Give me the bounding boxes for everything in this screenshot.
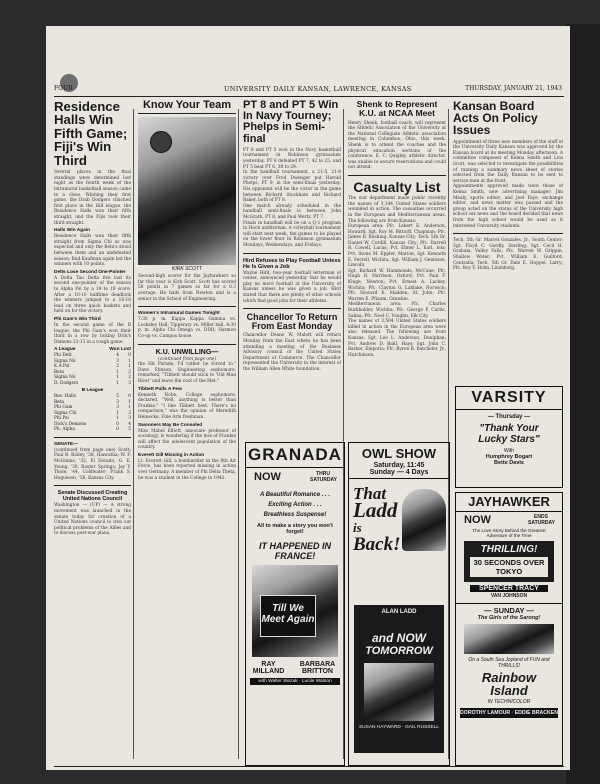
star-name: BARBARA BRITTON [299,661,336,675]
film-title: Lucky Stars" [478,434,540,445]
ad-tagline: A Beautiful Romance . . . [259,492,331,498]
subhead: Swooners May Be Consoled [138,422,203,428]
cast-names: SUSAN HAYWARD · GAIL RUSSELL [358,725,440,730]
binder-edge [566,24,600,784]
ad-text: With [504,448,514,454]
ad-tagline: Exciting Action . . . [268,502,322,508]
ad-tagline: On a South Sea Joyland of FUN and THRILLS! [468,657,550,669]
column-2 [138,100,236,764]
table-row: Beta 3 1 [54,399,131,405]
subhead: Everett Gill Missing in Action [138,452,205,458]
star-name: Bette Davis [494,460,524,466]
article-text: Henry Shenk, football coach, will represent the Athletic Association of the University at the National Collegiate Athletic association meeting in Columbus, Ohio, this week. Shenk is to attend the coaches and the physical education sections of the conference. E. C. Quigley, athletic director, was unable to secure reservations and could not attend. [348,120,446,171]
star-name: VAN JOHNSON [490,593,528,599]
table-row: K A Psi 2 1 [54,364,131,370]
ad-text: THRILLING! [480,544,538,555]
article-text: Appointment of three new members of the staff of the University Daily Kansan was approved by the Kansan board at its meeting Monday afternoon. A committee composed of Kelma Smith and Lois Scott, was selected to investigate the possibilities of running a summary news sheet of stories selected from the Daily Kansan to be sent to service men at the front. [453,139,563,184]
column-rule [238,109,239,759]
film-title: TOMORROW [365,645,433,657]
divider [348,175,446,176]
article-text: Washington — (UP) — A strong movement was launched in the senate today for creation of a United Nations council to iron out political problems of the Allies and to discuss post-war plans. [54,503,131,537]
ad-text: with Walter Slezak · Lucile Watson [250,678,340,685]
film-title: That [353,484,387,503]
subhead: Women's Intramural Games Tonight [138,311,220,317]
divider [243,308,341,309]
film-title: "Thank Your [479,423,539,434]
star-name: RAY MILLAND [252,661,285,675]
article-text: the Hit Parade, I'd rather be forced to." Dave Stinson, Engineering sophomore, remarked, "Tibbett should stick to 'Old Man River' and leave the cool of the Met." [138,362,236,384]
standings-heading: B League [81,388,104,394]
paper-name: UNIVERSITY DAILY KANSAN, LAWRENCE, KANSAS [224,85,412,93]
article-text: Chancellor Deane W. Malott will return Monday from the East where he has been attending a meeting of the Business Advisory council of the United States Department of Commerce. The Chancellor represented the University in the interest of the William Allen White foundation. [243,333,341,373]
article-text: 7:30 p. m. Kappa Kappa Gamma vs. Locksley Hall; Tipperary vs. Miller hall. 8:30 p. m. Alpha Chi Omega vs. DDD; Harmon Co-op vs. Campus house. [138,317,236,339]
poster-faces [464,624,554,654]
b-league-table [54,394,131,433]
headline-know-your-team: Know Your Team [138,100,236,114]
article-text: Several places in the final standings were determined last night as the fourth week of the intramural basketball season came to a close. Winning their first game, the Drab Dodgers clinched first place in the Hill league, the Residence Halls won their fifth straight, and the Fijis took their third straight. [54,170,131,226]
subhead: Halls Win Again [54,228,91,234]
article-text: Kenneth Nobe, College sophomore, declared, "Well, anything is better than Frankie." "I like Tibbett best. There's no comparison," was the opinion of Meredith Heinecke, Fine Arts freshman. [138,392,236,420]
film-title: Back! [353,534,401,555]
star-name: SPENCER TRACY [470,585,548,592]
article-text: European area: Pfc. Lebert E. Anderson, Howard; Sgt. Roy M. Bittorff, Chapman; Pfc. James B. Bushing, Kansas City; Tech. 5th Gr. Daniel W. Cordill, Kansas City; Pfc. Darrell R. Cowell, Lucas; Pvt. Elmer L. Earl, Iola; Pvt. Stone M. Eppler, Marion; Sgt. Kenneth E. Ferrell, Wichita; Sgt. William J. Gentzsen, Lincoln. [348,224,446,269]
ad-tagline: The Love Story Behind the Greatest Adventure of the Time [472,528,546,538]
headline-chancellor: Chancellor To Return From East Monday [246,312,338,332]
film-title: 30 SECONDS OVER TOKYO [470,557,548,577]
theater-name: VARSITY [456,387,562,410]
article-text: The names of 3,504 United States soldiers killed in action in the European area were also released. The following are from Kansas: Sgt. Leo L. Anderson, Doniphan; Pvt. Andrew D. Bahl, Hays; Sgt. John C. Barker, Emporia; Pfc. Byron B. Batchelor, Jr., Hutchinson. [348,319,446,358]
page-number: FOUR [54,85,73,92]
table-row: D. Dodgers 1 3 [54,380,131,386]
article-text: Residence Halls won their fifth straight from Sigma Chi as was expected and only the Beta's stood between them and an undefeated season. Bud Kaufman again led the winners with 10 points. [54,234,131,268]
title-card [260,595,316,637]
granada-ad [245,442,345,766]
divider [243,253,341,254]
continued-note: (continued from page one) [158,356,216,362]
varsity-ad [455,386,563,488]
divider [54,485,131,486]
film-title: is [353,520,362,535]
ad-tagline: IT HAPPENED IN FRANCE! [258,541,331,561]
star-name: DOROTHY LAMOUR · EDDIE BRACKEN [460,710,558,716]
film-title: Rainbow [481,670,537,685]
article-text: Wayne Hird, two-year football letterman of center, announced yesterday that he would play no more football at the University of Kansas unless he was given a job. Hird stated that there are plenty of other schools which find good jobs for their athletes. [243,270,341,304]
basketball-player-photo [138,117,236,265]
subhead: Delts Lose Second One-Pointer [54,269,126,275]
table-row: Ph. Alpha 0 5 [54,427,131,433]
article-text: Tech. 5th Gr. Marcel Gonzales, Jr., South Center; Sgt. Floyd C. Gordly, Sterling; Sgt. Cecil H. Graham, Valley Falls; Pfc. Warren W. Grippin, Shallow Water; Pvt. William E. Guilford, Centralia; Tech. 5th Gr. Dale E. Hoppel, Larry; Pfc. Roy V. Holm, Lindsborg. [453,238,563,272]
ad-text: — SUNDAY — [456,603,562,615]
owl-show-ad [348,442,450,766]
column-3 [243,100,341,438]
headline-ku-unwilling: K.U. UNWILLING— [155,348,219,356]
showtime: — Thursday — [487,414,531,420]
headline-pt-navy: PT 8 and PT 5 Win In Navy Tourney; Phelps in Semi-final [243,100,339,145]
subhead: Tibbett Pulls A Few [138,386,182,392]
table-row: Dick's Demons 0 4 [54,421,131,427]
theater-name: GRANADA [246,443,344,468]
star-name: Humphrey Bogart [485,454,533,460]
ad-text: IN TECHNICOLOR [487,699,531,705]
showtime: Saturday, 11:45 [373,462,425,469]
film-title: Meet Again [261,614,315,625]
ad-text: NOW [464,514,491,526]
column-1 [54,100,131,764]
film-title: Island [490,683,528,698]
divider [453,233,563,234]
headline-kansan-board: Kansan Board Acts On Policy Issues [453,100,538,138]
poster-block [354,605,444,753]
basketball [150,131,172,153]
article-text: Miss Mabel Elliott, associate professor of sociology, is wondering if the loss of Frankie will affect the adolescent population of the country. [138,428,236,451]
article-text: Second-high scorer for the Jayhawkers so far this year is Kirk Scott. Scott has scored 58 points in 7 games so far for a 8.3 average. He hails from Newton and is a senior in the School of Engineering. [138,274,236,302]
ad-tagline: Breathless Suspense! [263,512,327,518]
subhead: SENATE— [54,441,78,447]
a-league-table [54,353,131,386]
headline-residence-halls: Residence Halls Win Fifth Game; Fiji's Win Third [54,100,128,168]
article-text: One match already scheduled in the handball semi-finals is between John McGrath, PT 8, and Paul Wertz, PT 7. [243,203,341,220]
ad-tagline: The Girls of the Sarong! [477,615,541,621]
table-row: Sigma Chi 1 3 [54,410,131,416]
film-title: Ladd [353,498,398,522]
table-row: Res. Halls 5 0 [54,394,131,400]
photo-caption: KIRK SCOTT [171,266,202,273]
poster-block [464,541,554,582]
standings-columns: Won Lost [109,347,131,353]
standings-heading: A League [54,347,76,353]
article-text: PT 8 and PT 5 won in the Navy basketball tournament in Robinson gymnasium yesterday. PT 8 defeated PT 7, 42 to 25, and PT 5 beat PT 6, 38 to 29. [243,147,341,170]
article-text: (continued from page one) Scott; Paul B. Bailey, '38, Hiawatha; W. F. McGinnis, '32, El Dorado; G. E. Young, '38, Baxter Springs; Jay Y. Thole, '44, Coldwater; Frank S. Hogueson, '38, Kansas City. [54,447,131,481]
column-5 [453,100,563,384]
ad-text: NOW [254,471,281,483]
ad-text: THRU SATURDAY [310,471,337,483]
film-title: Till We [272,603,304,614]
table-row: Beta 1 2 [54,369,131,375]
article-text: In the second game of the B league, the Phi Gam's won their third in a row by licking Dick's Demons 21-13 in a rough game. [54,322,131,345]
issue-date: THURSDAY, JANUARY 21, 1943 [465,85,562,92]
divider [138,306,236,307]
bottom-rule [54,766,564,767]
poster-image [252,565,338,657]
masthead-rule [54,96,564,97]
poster-image [364,663,434,721]
jayhawker-ad [455,492,563,766]
theater-name: JAYHAWKER [456,493,562,512]
column-4 [348,100,446,438]
ad-text: ENDS SATURDAY [528,514,555,526]
article-text: Mediterranean area: Pfc. Charles Burkholder, Wichita; Pfc. George P. Curtis, Salina; Pfc. Noel C. Vaughn, Elk City. [348,302,446,319]
table-row: Sigma Nu 3 1 [54,358,131,364]
divider [54,437,131,438]
article-text: In the handball tournament, a 21-5, 21-8 victory over Fred Dwenger put Harold Phelps, PT 9, in the semi-finals yesterday. His opponent will be the victor in the game between Richard Stockham and Richard Baker, both of PT 8. [243,170,341,204]
divider [138,344,236,345]
column-rule [133,109,134,759]
film-title: and NOW [372,631,426,645]
actor-portrait [402,489,446,551]
table-row: Sigma Nu 1 2 [54,375,131,381]
table-row: Phi Gam 3 1 [54,405,131,411]
show-name: OWL SHOW [361,446,437,461]
headline-senate: Senate Discussed Creating United Nations Council [57,490,128,503]
article-text: Appointments approved made were those of Kelma Smith, new advertising manager; Jim Mealy, sports editor; and Joel Faye, exchange editor, and news matter was passed and the group acted on the status of the University high school sex news and the board decided that news from the high school would be used as it interested University students. [453,184,563,229]
headline-casualty-list: Casualty List [353,178,441,195]
table-row: Phi Delt 4 0 [54,353,131,359]
article-text: A Delta Tau Delta five lost its second one-pointer of the season to Alpha Psi by a 19 to 18 score. After a 10-10 halftime deadlock the winners jumped to a 16-10 lead on three quick baskets and held on for the victory. [54,275,131,315]
showtime: Sunday — 4 Days [349,469,449,479]
star-name: ALAN LADD [381,609,417,615]
table-row: Phi Psi 1 3 [54,416,131,422]
article-text: Sgt. Richard W. Hammonds, McCune; Pfc. Hugh B. Harrison, Oxford; Pvt. Paul F. Kluge, Newton; Pvt. Ernest A. Lackey, Wichita; Pfc. Clayton G. Lahlake, Norwich; Pfc. Howard E. Madden, St. John; Pfc. Warren E. Pflaum, Ozawkie. [348,268,446,302]
article-text: The war department made public recently the names of 3,344 United States soldiers wounded in action. The casualties occurred in the European and Mediterranean areas. The following are from Kansas: [348,196,446,224]
title-lettering [353,485,399,553]
newspaper-page [46,26,570,770]
article-text: Finals in handball will be on a Q-1 program in Hoch auditorium. A volleyball tournament will start next week, the games to be played on the lower floor in Robinson gymnasium Mondays, Wednesdays, and Fridays. [243,220,341,248]
subhead: Phi Gam's Win Third [54,316,101,322]
headline-hird: Hird Refuses to Play Football Unless He Is Given a Job [243,257,341,270]
article-text: Lt. Everett Gill, a bombardier in the 8th Air Force, has been reported missing in action over Germany. A member of Phi Delta Theta, he was a student in the College in 1942. [138,458,236,481]
ad-tagline: All to make a story you won't forget! [257,523,333,535]
headline-shenk: Shenk to Represent K.U. at NCAA Meet [356,100,438,118]
